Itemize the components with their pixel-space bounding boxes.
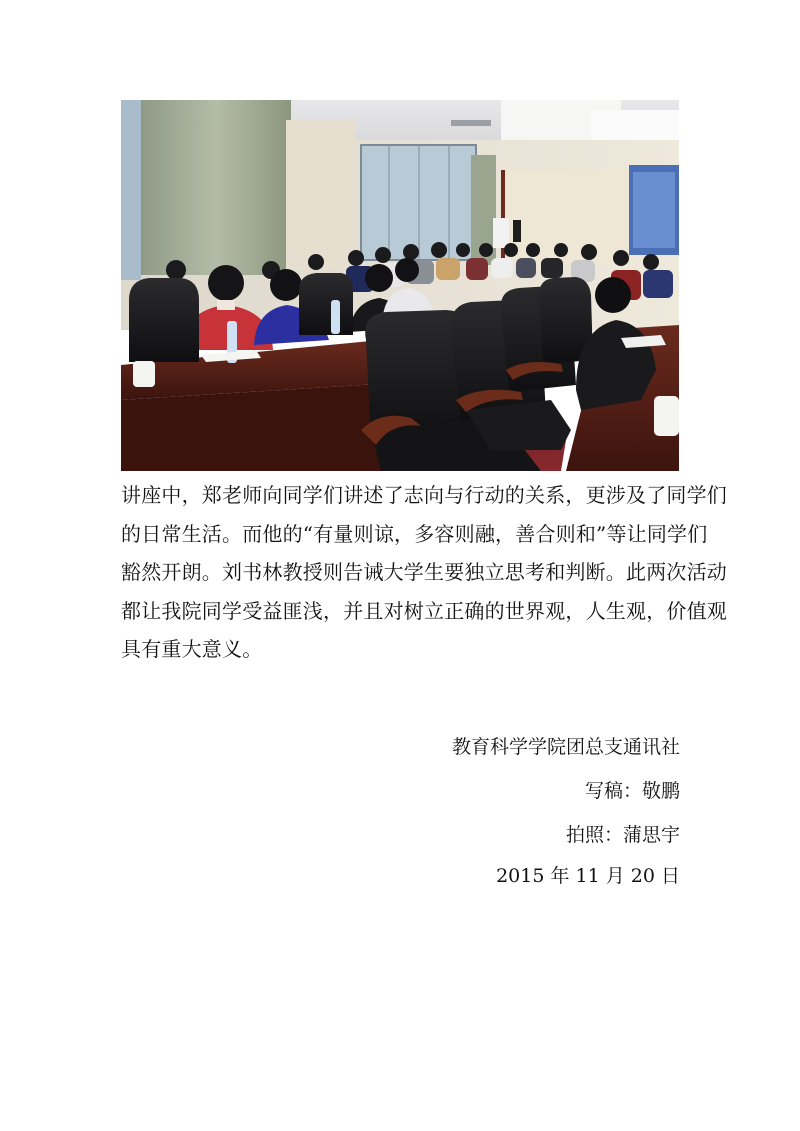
signature-photographer: 拍照：蒲思宇 [565, 824, 680, 846]
signature-date: 2015 年 11 月 20 日 [496, 865, 680, 887]
paragraph-line: 的日常生活。而他的“有量则谅，多容则融，善合则和”等让同学们 [121, 521, 708, 546]
paragraph-line: 都让我院同学受益匪浅，并且对树立正确的世界观，人生观，价值观 [121, 598, 727, 623]
signature-writer: 写稿：敬鹏 [584, 780, 680, 802]
lecture-photo [121, 100, 679, 471]
signature-organization: 教育科学学院团总支通讯社 [451, 736, 680, 758]
paragraph-line: 豁然开朗。刘书林教授则告诫大学生要独立思考和判断。此两次活动 [121, 560, 727, 584]
paragraph-line: 讲座中，郑老师向同学们讲述了志向与行动的关系，更涉及了同学们 [121, 483, 727, 507]
article-paragraph [121, 476, 727, 669]
paragraph-line: 具有重大意义。 [121, 637, 263, 661]
